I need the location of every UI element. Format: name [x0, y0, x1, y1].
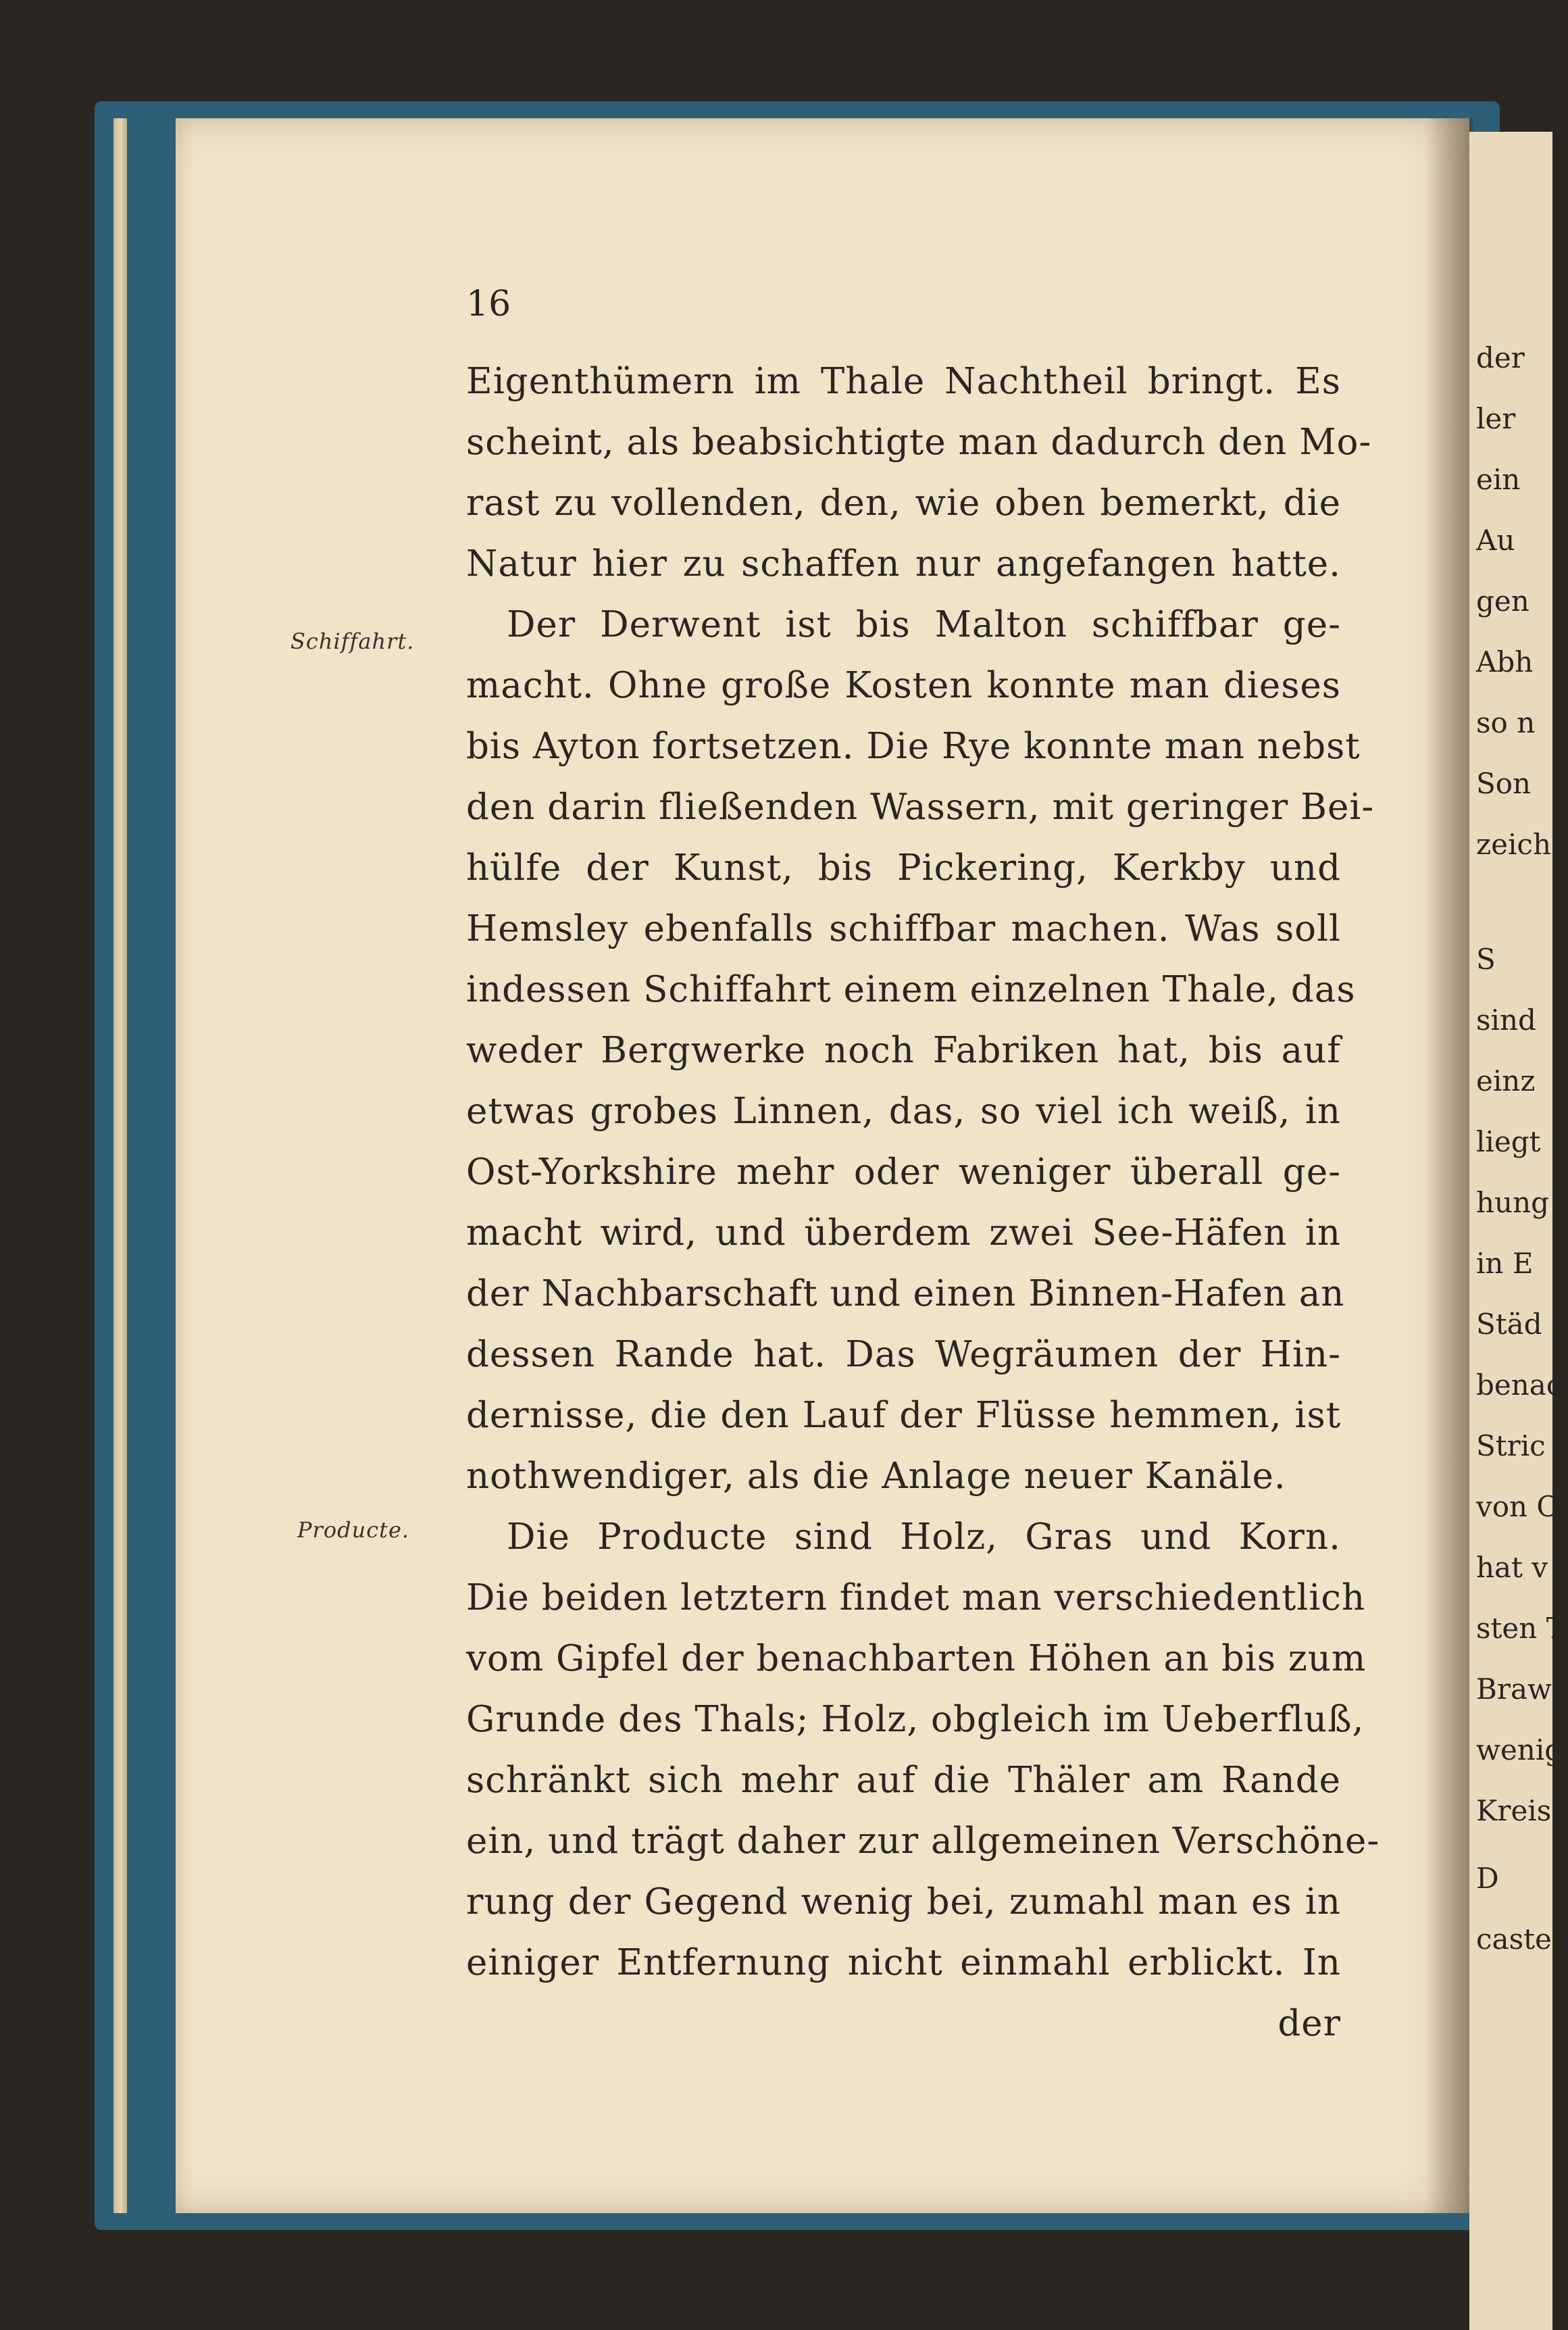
- margin-note-schiffahrt: Schiffahrt.: [290, 628, 415, 654]
- text-line: rast zu vollenden, den, wie oben bemerkt, die: [466, 482, 1341, 524]
- margin-note-producte: Producte.: [297, 1517, 410, 1543]
- fragment: sten T: [1476, 1612, 1565, 1645]
- text-line: vom Gipfel der benachbarten Höhen an bis zum: [466, 1638, 1367, 1679]
- text-line: etwas grobes Linnen, das, so viel ich weiß, in: [466, 1091, 1341, 1132]
- text-line: Natur hier zu schaffen nur angefangen hatte.: [466, 543, 1341, 585]
- text-line: dessen Rande hat. Das Wegräumen der Hin-: [466, 1334, 1341, 1375]
- fragment: einz: [1476, 1064, 1536, 1097]
- text-line: indessen Schiffahrt einem einzelnen Thale, das: [466, 969, 1356, 1010]
- book-gutter-shadow: [1425, 118, 1473, 2213]
- fragment: benac: [1476, 1368, 1563, 1402]
- text-line: Hemsley ebenfalls schiffbar machen. Was soll: [466, 908, 1341, 949]
- text-line: Grunde des Thals; Holz, obgleich im Ueberfluß,: [466, 1699, 1365, 1740]
- fragment: hat v: [1476, 1551, 1548, 1584]
- text-line: Die Producte sind Holz, Gras und Korn.: [507, 1516, 1341, 1558]
- fragment: liegt: [1476, 1125, 1541, 1158]
- fragment: D: [1476, 1862, 1499, 1895]
- text-line: weder Bergwerke noch Fabriken hat, bis auf: [466, 1030, 1341, 1071]
- fragment: S: [1476, 943, 1496, 976]
- fragment: sind: [1476, 1003, 1536, 1037]
- fragment: ler: [1476, 402, 1516, 435]
- fragment: ein: [1476, 463, 1521, 496]
- text-line: Die beiden letztern findet man verschiedentlich: [466, 1577, 1366, 1618]
- text-line: den darin fließenden Wassern, mit geringer Bei-: [466, 787, 1375, 828]
- fragment: so n: [1476, 706, 1536, 739]
- text-line: dernisse, die den Lauf der Flüsse hemmen, ist: [466, 1395, 1341, 1436]
- fragment: Städ: [1476, 1308, 1542, 1341]
- fragment: von C: [1476, 1490, 1559, 1523]
- catchword: der: [1278, 2003, 1341, 2044]
- text-line: bis Ayton fortsetzen. Die Rye konnte man nebst: [466, 726, 1361, 767]
- text-line: rung der Gegend wenig bei, zumahl man es in: [466, 1881, 1341, 1923]
- page-block-edge: [113, 118, 127, 2213]
- fragment: hung: [1476, 1186, 1550, 1219]
- fragment: in E: [1476, 1247, 1534, 1280]
- fragment: Au: [1476, 524, 1515, 557]
- fragment: Son: [1476, 767, 1532, 800]
- text-line: scheint, als beabsichtigte man dadurch den Mo-: [466, 422, 1372, 463]
- text-line: Der Derwent ist bis Malton schiffbar ge-: [507, 604, 1341, 645]
- text-line: macht. Ohne große Kosten konnte man dieses: [466, 665, 1341, 706]
- body-text: [466, 351, 1380, 2054]
- text-line: macht wird, und überdem zwei See-Häfen in: [466, 1212, 1341, 1254]
- fragment: Kreise: [1476, 1794, 1568, 1827]
- fragment: Abh: [1476, 645, 1534, 678]
- fragment: Braw: [1476, 1672, 1552, 1706]
- fragment: zeich: [1476, 828, 1551, 861]
- text-line: Eigenthümern im Thale Nachtheil bringt. Es: [466, 361, 1341, 402]
- fragment: gen: [1476, 585, 1529, 618]
- text-line: der Nachbarschaft und einen Binnen-Hafen an: [466, 1273, 1345, 1314]
- facing-page-fragment: [1469, 132, 1568, 2330]
- fragment: caster: [1476, 1923, 1565, 1956]
- text-line: ein, und trägt daher zur allgemeinen Verschöne-: [466, 1820, 1380, 1862]
- fragment: Stric: [1476, 1429, 1546, 1462]
- fragment: der: [1476, 341, 1525, 374]
- text-line: nothwendiger, als die Anlage neuer Kanäle.: [466, 1456, 1286, 1497]
- text-line: schränkt sich mehr auf die Thäler am Rande: [466, 1760, 1341, 1801]
- text-line: einiger Entfernung nicht einmahl erblickt. In: [466, 1942, 1341, 1983]
- text-line: Ost-Yorkshire mehr oder weniger überall ge-: [466, 1151, 1341, 1193]
- page-number: 16: [466, 284, 511, 324]
- fragment: wenig: [1476, 1733, 1563, 1766]
- text-line: hülfe der Kunst, bis Pickering, Kerkby und: [466, 847, 1341, 889]
